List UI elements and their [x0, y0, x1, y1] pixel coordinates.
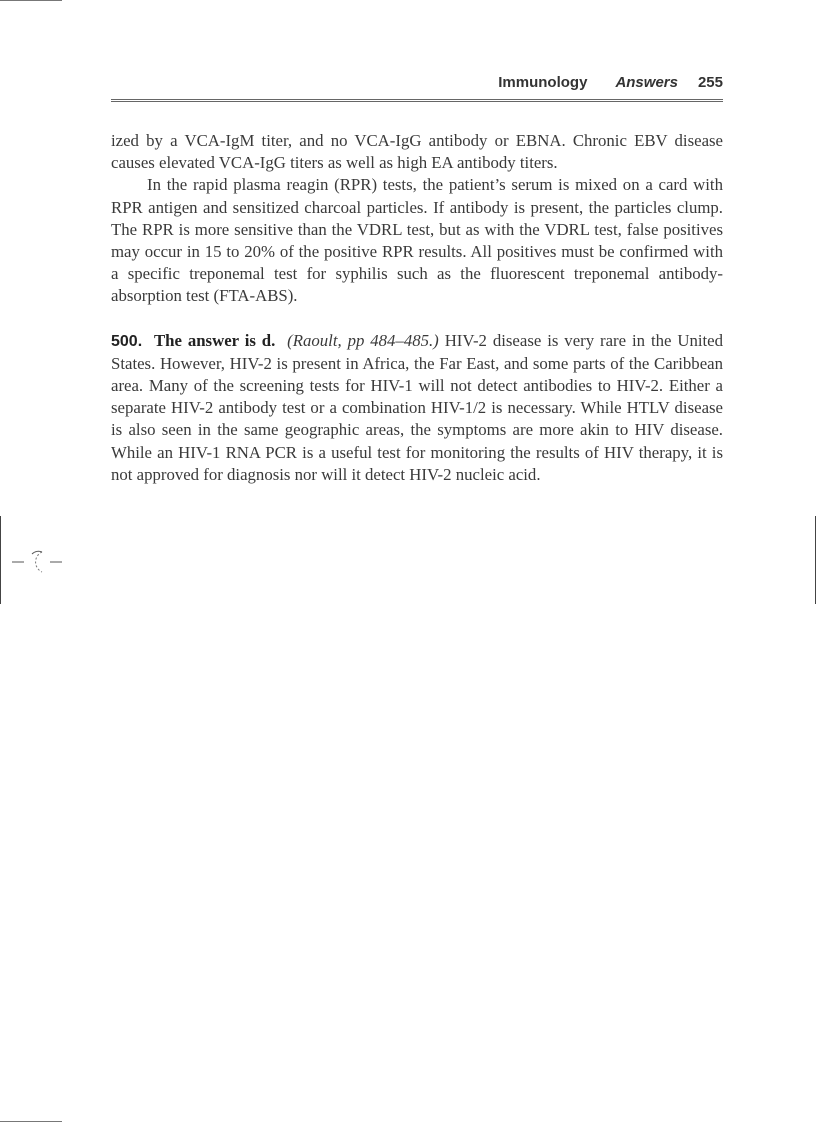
- question-number: 500.: [111, 332, 143, 350]
- running-header: [111, 74, 723, 96]
- question-500: [111, 330, 723, 486]
- body-text: [111, 130, 723, 486]
- page-edge-left: [0, 516, 1, 604]
- question-reference: (Raoult, pp 484–485.): [287, 330, 439, 350]
- crop-mark-top-left: [0, 0, 62, 1]
- header-part: Answers: [615, 74, 678, 91]
- crop-mark-bottom-left: [0, 1121, 62, 1122]
- question-answer: The answer is d.: [153, 330, 276, 350]
- page-number: 255: [697, 74, 723, 91]
- paragraph-rpr: In the rapid plasma reagin (RPR) tests, the patient’s serum is mixed on a card with RPR antigen and sensitized charcoal particles. If antibody is present, the particles clump. The RPR is more sensitive than the VDRL test, but as with the VDRL test, false positives may occur in 15 to 20% of the positive RPR results. All positives must be confirmed with a specific treponemal test for syphilis such as the fluorescent treponemal antibody-absorption test (FTA-ABS).: [111, 175, 723, 306]
- question-explanation: HIV-2 disease is very rare in the United States. However, HIV-2 is present in Africa, the Far East, and some parts of the Caribbean area. Many of the screening tests for HIV-1 will not detect antibodies to HIV-2. Either a separate HIV-2 antibody test or a combination HIV-1/2 is necessary. While HTLV disease is also seen in the same geographic areas, the symptoms are more akin to HIV disease. While an HIV-1 RNA PCR is a useful test for monitoring the results of HIV therapy, it is not approved for diagnosis nor will it detect HIV-2 nucleic acid.: [111, 330, 724, 484]
- registration-mark-icon: [12, 548, 64, 576]
- header-section: Immunology: [498, 74, 588, 91]
- header-rule: [111, 99, 723, 102]
- paragraph-continued: ized by a VCA-IgM titer, and no VCA-IgG antibody or EBNA. Chronic EBV disease causes elevated VCA-IgG titers as well as high EA antibody titers.: [111, 131, 723, 173]
